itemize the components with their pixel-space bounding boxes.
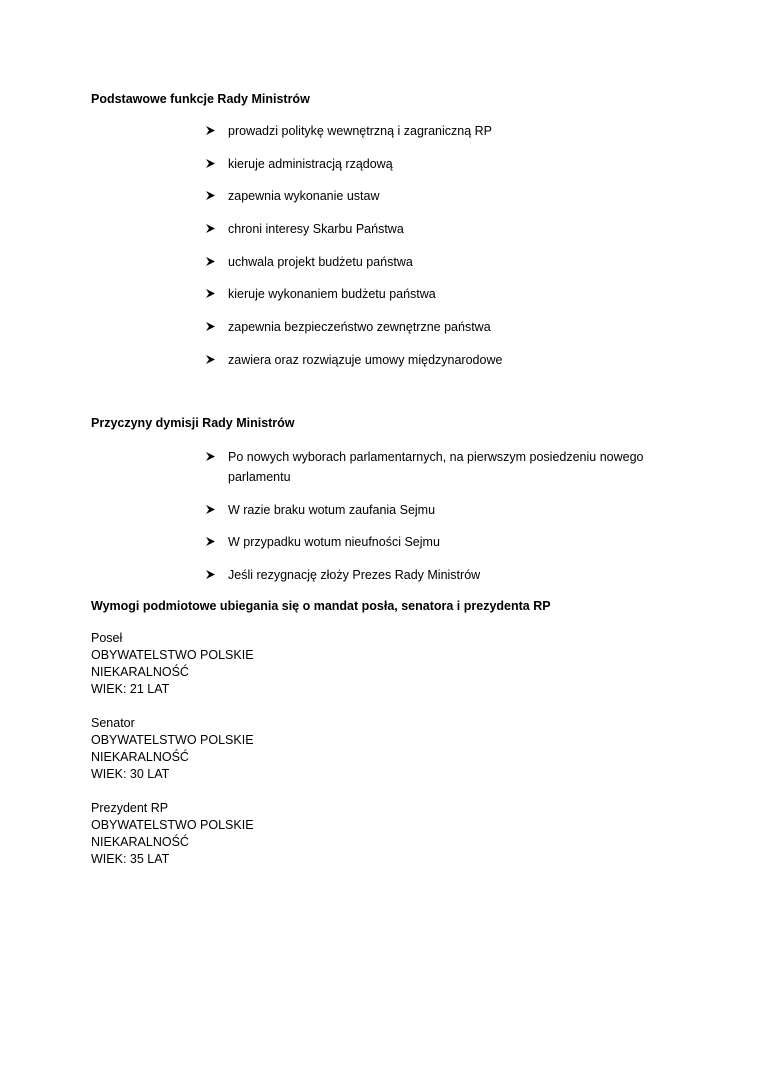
record-requirement: NIEKARALNOŚĆ (91, 835, 189, 849)
arrowhead-bullet-icon (205, 532, 219, 552)
list-item (205, 565, 675, 585)
list-item (205, 317, 675, 337)
list-item-text: Jeśli rezygnację złoży Prezes Rady Ministrów (228, 567, 481, 582)
list-item-text: prowadzi politykę wewnętrzną i zagraniczną RP (228, 124, 493, 138)
section-heading-requirements: Wymogi podmiotowe ubiegania się o mandat posła, senatora i prezydenta RP (91, 599, 551, 613)
arrowhead-bullet-icon (205, 500, 219, 520)
block-title: Senator (91, 716, 135, 730)
block-title: Poseł (91, 631, 123, 645)
list-item-text: zapewnia wykonanie ustaw (228, 189, 380, 204)
list-item-text: chroni interesy Skarbu Państwa (228, 222, 404, 237)
arrowhead-bullet-icon (205, 154, 219, 174)
age-requirement: WIEK: 35 LAT (91, 852, 170, 866)
arrowhead-bullet-icon (205, 317, 219, 337)
list-item (205, 284, 675, 304)
list-item-text: uchwala projekt budżetu państwa (228, 254, 413, 269)
list-item (205, 154, 675, 174)
arrowhead-bullet-icon (205, 350, 219, 370)
list-item (205, 350, 675, 370)
list-item-text: zapewnia bezpieczeństwo zewnętrzne państwa (228, 320, 491, 335)
age-requirement: WIEK: 30 LAT (91, 767, 170, 781)
list-item (205, 186, 675, 206)
list-item (205, 532, 675, 552)
list-item-text: Po nowych wyborach parlamentarnych, na pierwszym posiedzeniu nowego parlamentu (228, 450, 644, 484)
list-item-text: kieruje wykonaniem budżetu państwa (228, 287, 436, 302)
requirements-blocks (91, 630, 254, 885)
requirements-block-prezydent (91, 800, 254, 868)
record-requirement: NIEKARALNOŚĆ (91, 750, 189, 764)
list-item (205, 121, 675, 141)
citizenship-requirement: OBYWATELSTWO POLSKIE (91, 733, 254, 747)
section-heading-dismissal: Przyczyny dymisji Rady Ministrów (91, 416, 295, 430)
list-item (205, 219, 675, 239)
functions-list (205, 121, 675, 383)
list-item-text: kieruje administracją rządową (228, 156, 393, 171)
age-requirement: WIEK: 21 LAT (91, 682, 170, 696)
list-item-text: W przypadku wotum nieufności Sejmu (228, 535, 440, 549)
list-item-text: W razie braku wotum zaufania Sejmu (228, 502, 436, 517)
list-item-text: zawiera oraz rozwiązuje umowy międzynarodowe (228, 352, 503, 367)
arrowhead-bullet-icon (205, 447, 219, 467)
citizenship-requirement: OBYWATELSTWO POLSKIE (91, 648, 254, 662)
block-title: Prezydent RP (91, 801, 169, 815)
list-item (205, 447, 675, 487)
requirements-block-senator (91, 715, 254, 783)
requirements-block-posel (91, 630, 254, 698)
list-item (205, 252, 675, 272)
arrowhead-bullet-icon (205, 565, 219, 585)
arrowhead-bullet-icon (205, 186, 219, 206)
list-item (205, 500, 675, 520)
dismissal-list (205, 447, 675, 597)
record-requirement: NIEKARALNOŚĆ (91, 665, 189, 679)
citizenship-requirement: OBYWATELSTWO POLSKIE (91, 818, 254, 832)
arrowhead-bullet-icon (205, 284, 219, 304)
section-heading-functions: Podstawowe funkcje Rady Ministrów (91, 92, 310, 106)
arrowhead-bullet-icon (205, 121, 219, 141)
arrowhead-bullet-icon (205, 219, 219, 239)
arrowhead-bullet-icon (205, 252, 219, 272)
